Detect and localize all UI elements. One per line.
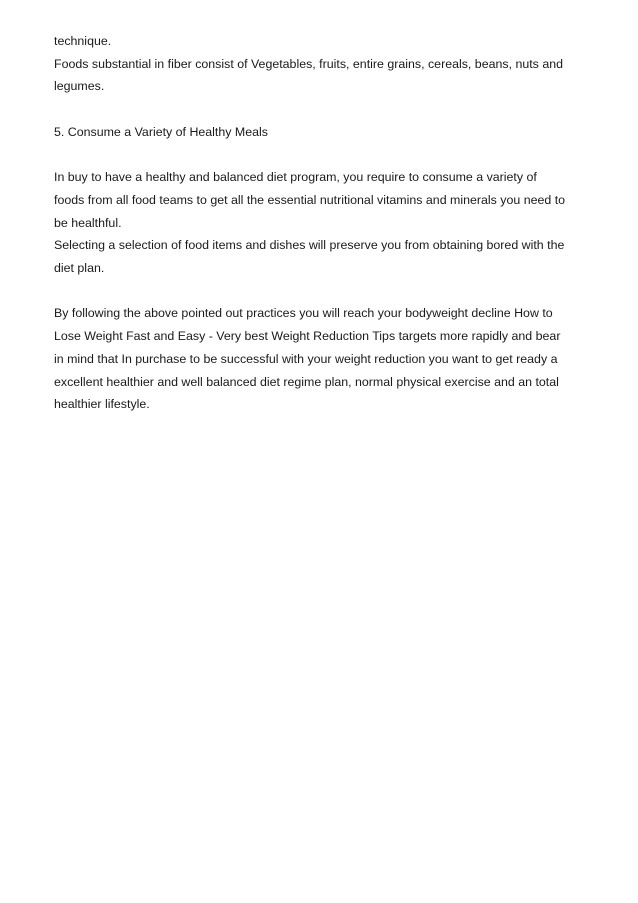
text-paragraph-fiber-foods: Foods substantial in fiber consist of Vegetables, fruits, entire grains, cereals, beans, nuts and legumes. [54,56,563,94]
section-heading-variety-meals: 5. Consume a Variety of Healthy Meals [54,124,268,139]
paragraph-spacer [54,280,594,303]
paragraph-spacer [54,144,594,167]
paragraph-spacer [54,98,594,121]
text-paragraph-balanced-diet: In buy to have a healthy and balanced diet program, you require to consume a variety of foods from all food teams to get all the essential nutritional vitamins and minerals you need to be healthful. [54,170,566,230]
text-line-technique: technique. [54,34,112,48]
text-paragraph-conclusion: By following the above pointed out practices you will reach your bodyweight decline How to Lose Weight Fast and Easy - Very best Weight Reduction Tips targets more rapidly and bear in mind that In purchase to be successful with your weight reduction you want to get ready a excellent healthier and well balanced diet regime plan, normal physical exercise and an total healthier lifestyle. [54,306,561,412]
text-paragraph-food-selection: Selecting a selection of food items and dishes will preserve you from obtaining bored with the diet plan. [54,238,565,275]
document-body [54,30,594,416]
